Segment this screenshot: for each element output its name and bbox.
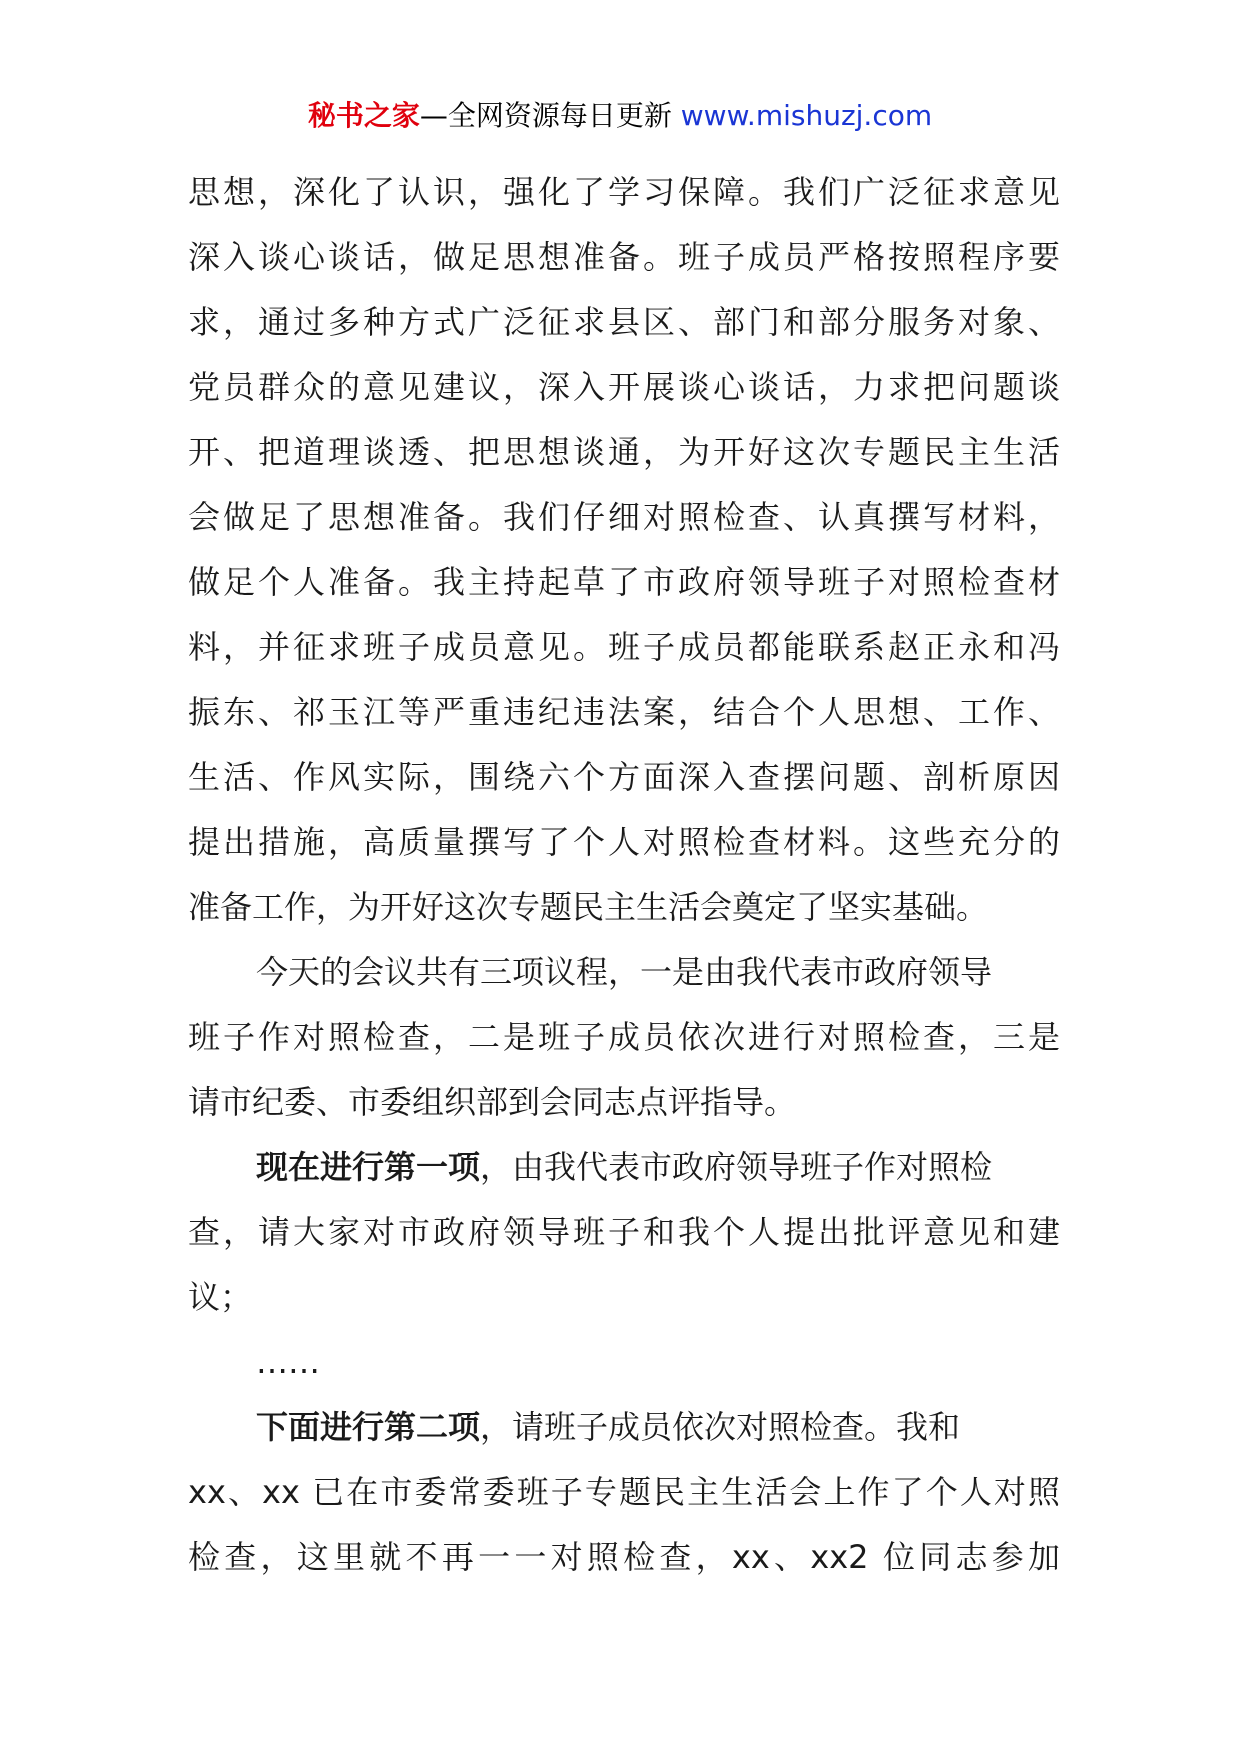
site-url-link[interactable]: www.mishuzj.com [680,99,933,132]
page-header [0,96,1240,136]
text-line: 提出措施，高质量撰写了个人对照检查材料。这些充分的 [188,823,1060,861]
text-span: ，请班子成员依次对照检查。我和 [480,1408,961,1446]
ellipsis-line: …… [256,1343,320,1381]
text-line: 议； [188,1278,253,1316]
text-line: 准备工作，为开好这次专题民主生活会奠定了坚实基础。 [188,888,989,926]
text-line: 深入谈心谈话，做足思想准备。班子成员严格按照程序要 [188,238,1060,276]
text-line: 班子作对照检查，二是班子成员依次进行对照检查，三是 [188,1018,1060,1056]
document-body [188,160,1060,1590]
text-line: 思想，深化了认识，强化了学习保障。我们广泛征求意见 [188,173,1060,211]
text-line: 会做足了思想准备。我们仔细对照检查、认真撰写材料， [188,498,1060,536]
text-line: 检查，这里就不再一一对照检查，xx、xx2 位同志参加 [188,1538,1060,1576]
text-line: 党员群众的意见建议，深入开展谈心谈话，力求把问题谈 [188,368,1060,406]
text-span: ，由我代表市政府领导班子作对照检 [480,1148,993,1186]
text-line: 请市纪委、市委组织部到会同志点评指导。 [188,1083,797,1121]
brand-name: 秘书之家 [307,99,420,132]
text-line: 振东、祁玉江等严重违纪违法案，结合个人思想、工作、 [188,693,1060,731]
text-line: xx、xx 已在市委常委班子专题民主生活会上作了个人对照 [188,1473,1060,1511]
text-line: 料，并征求班子成员意见。班子成员都能联系赵正永和冯 [188,628,1060,666]
text-line: 今天的会议共有三项议程，一是由我代表市政府领导 [256,953,993,991]
text-line: 开、把道理谈透、把思想谈通，为开好这次专题民主生活 [188,433,1060,471]
text-line [188,1135,1060,1200]
text-line: 查，请大家对市政府领导班子和我个人提出批评意见和建 [188,1213,1060,1251]
agenda-item-heading: 下面进行第二项 [256,1408,481,1446]
text-line: 求，通过多种方式广泛征求县区、部门和部分服务对象、 [188,303,1060,341]
text-line: 做足个人准备。我主持起草了市政府领导班子对照检查材 [188,563,1060,601]
header-tagline: —全网资源每日更新 [419,99,681,132]
text-line: 生活、作风实际，围绕六个方面深入查摆问题、剖析原因 [188,758,1060,796]
text-line [188,1395,1060,1460]
agenda-item-heading: 现在进行第一项 [256,1148,481,1186]
